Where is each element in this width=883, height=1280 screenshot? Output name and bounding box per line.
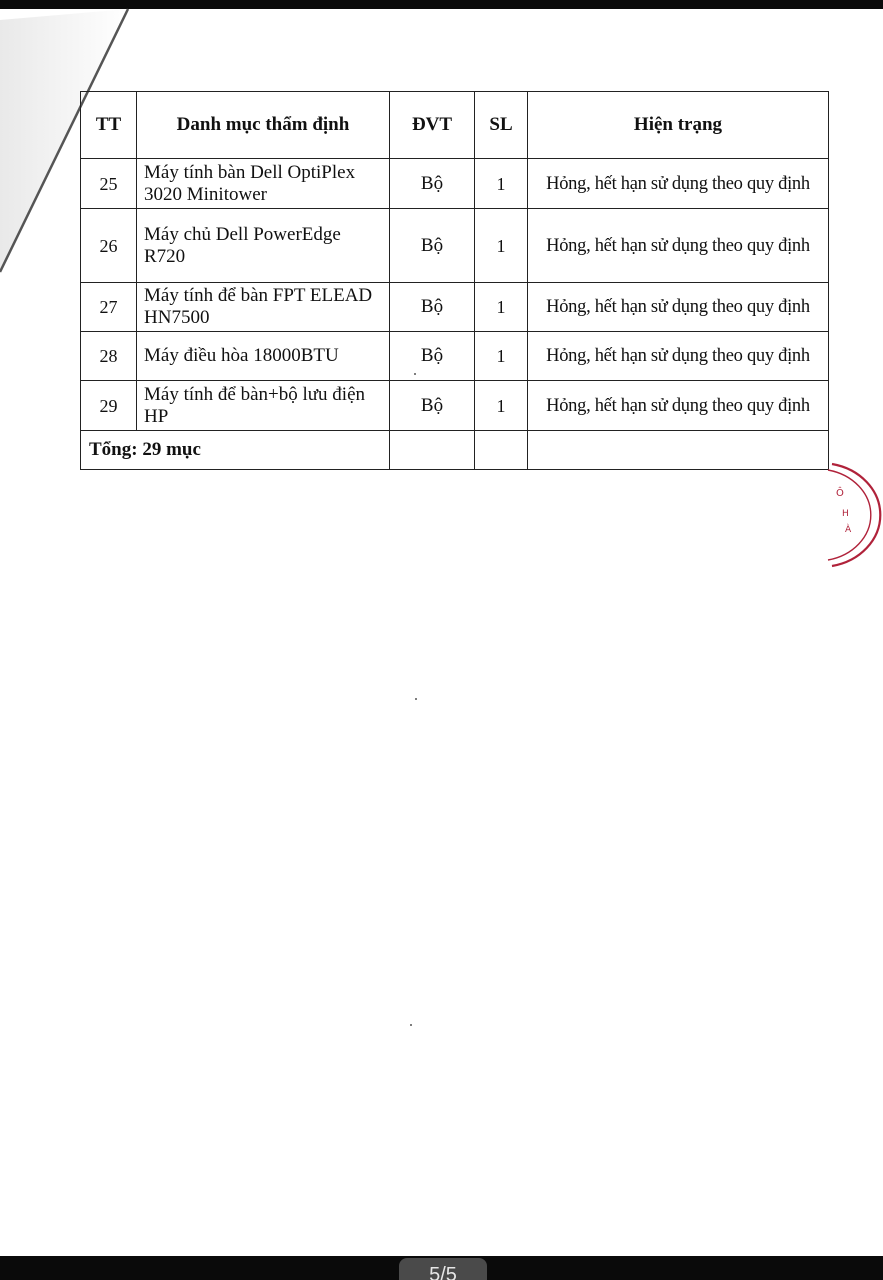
table-row (81, 381, 829, 431)
svg-text:Ô: Ô (836, 488, 844, 499)
row-tt: 25 (81, 159, 137, 209)
row-name: Máy tính để bàn FPT ELEAD HN7500 (137, 283, 390, 332)
row-unit: Bộ (390, 283, 475, 332)
svg-text:H: H (842, 509, 849, 519)
row-status: Hỏng, hết hạn sử dụng theo quy định (528, 381, 829, 431)
row-name: Máy điều hòa 18000BTU (137, 332, 390, 381)
total-unit-cell (390, 431, 475, 470)
row-tt: 26 (81, 209, 137, 283)
total-qty-cell (475, 431, 528, 470)
table-row (81, 283, 829, 332)
row-name: Máy tính bàn Dell OptiPlex 3020 Minitower (137, 159, 390, 209)
total-label: Tổng: 29 mục (81, 431, 390, 470)
row-qty: 1 (475, 381, 528, 431)
row-status: Hỏng, hết hạn sử dụng theo quy định (528, 159, 829, 209)
header-tt: TT (81, 92, 137, 159)
row-qty: 1 (475, 209, 528, 283)
total-status-cell (528, 431, 829, 470)
row-qty: 1 (475, 283, 528, 332)
table-row (81, 159, 829, 209)
row-qty: 1 (475, 159, 528, 209)
table-total-row (81, 431, 829, 470)
row-unit: Bộ (390, 159, 475, 209)
row-status: Hỏng, hết hạn sử dụng theo quy định (528, 209, 829, 283)
row-unit: Bộ (390, 381, 475, 431)
row-name: Máy tính để bàn+bộ lưu điện HP (137, 381, 390, 431)
scan-speck (414, 373, 416, 375)
assessment-table (80, 91, 829, 470)
row-tt: 29 (81, 381, 137, 431)
row-tt: 27 (81, 283, 137, 332)
table-header-row (81, 92, 829, 159)
scan-speck (410, 1024, 412, 1026)
page-indicator[interactable]: 5/5 (399, 1258, 487, 1280)
svg-text:À: À (845, 525, 852, 535)
table-row (81, 332, 829, 381)
scan-speck (415, 698, 417, 700)
red-stamp-fragment (822, 460, 883, 570)
header-qty: SL (475, 92, 528, 159)
row-qty: 1 (475, 332, 528, 381)
row-status: Hỏng, hết hạn sử dụng theo quy định (528, 332, 829, 381)
table-row (81, 209, 829, 283)
row-unit: Bộ (390, 332, 475, 381)
header-name: Danh mục thẩm định (137, 92, 390, 159)
row-unit: Bộ (390, 209, 475, 283)
row-name: Máy chủ Dell PowerEdge R720 (137, 209, 390, 283)
header-unit: ĐVT (390, 92, 475, 159)
header-status: Hiện trạng (528, 92, 829, 159)
row-tt: 28 (81, 332, 137, 381)
row-status: Hỏng, hết hạn sử dụng theo quy định (528, 283, 829, 332)
